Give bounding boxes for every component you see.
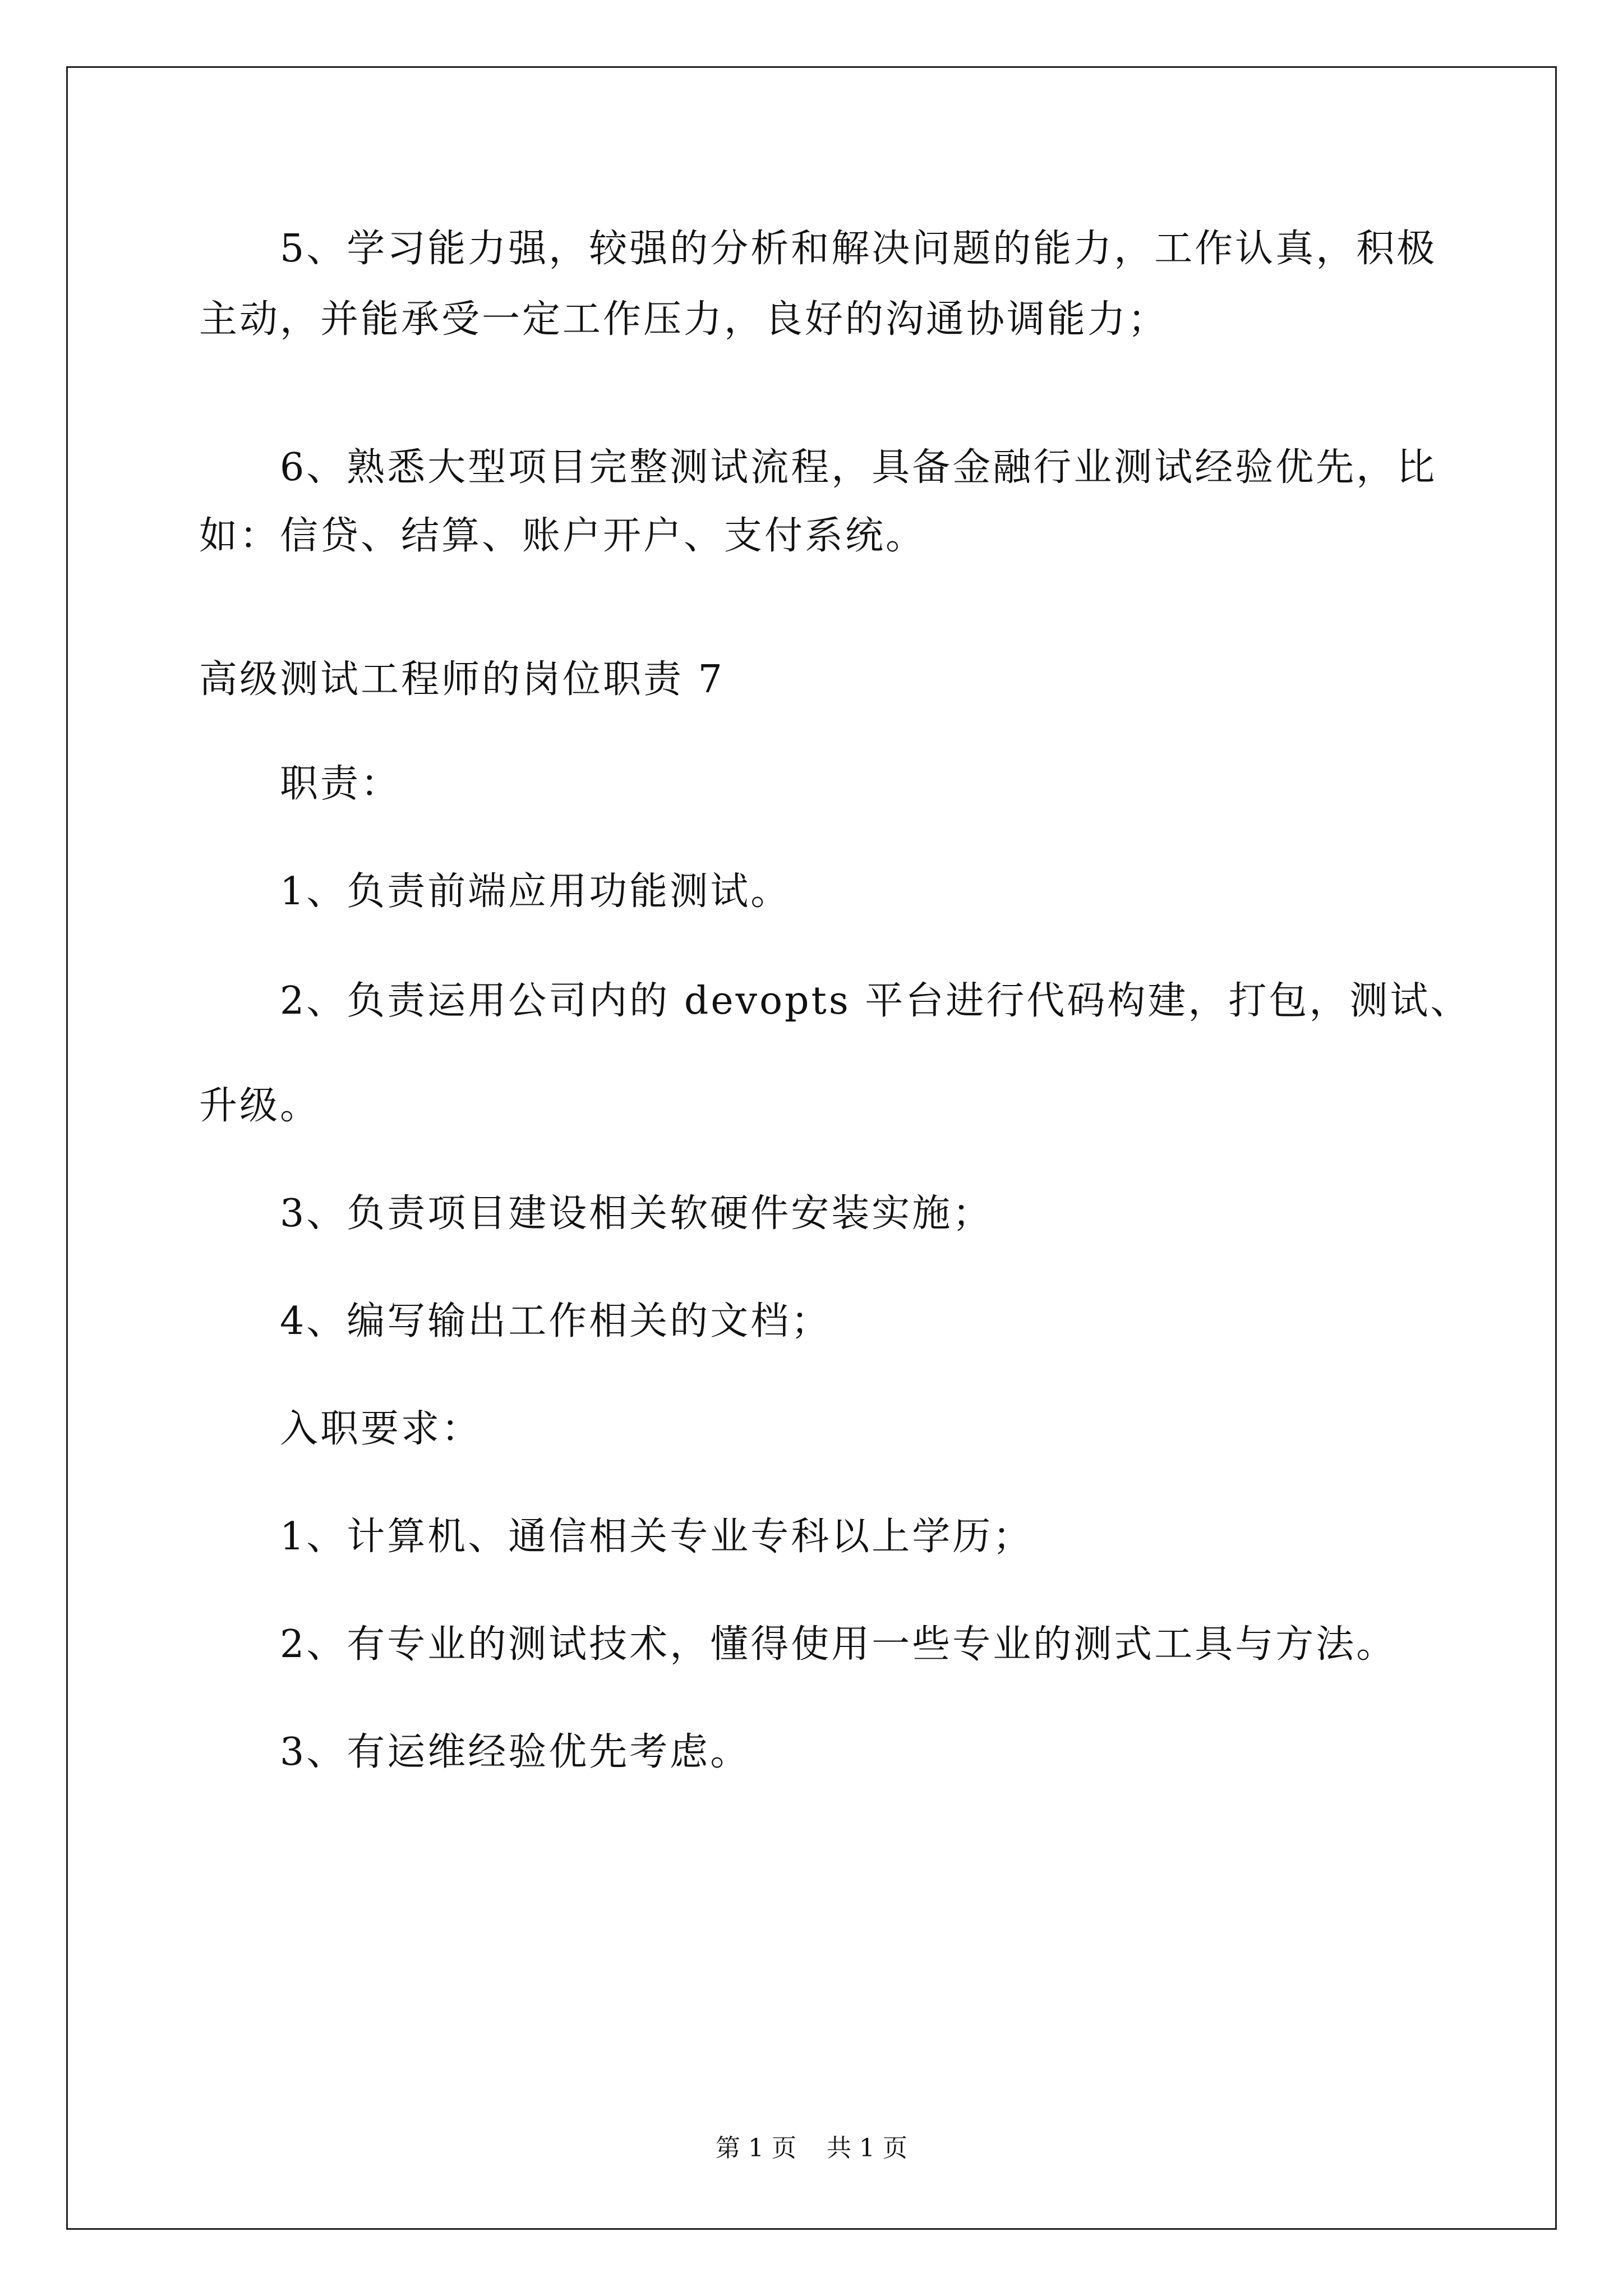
paragraph-line: 4、编写输出工作相关的文档； — [280, 1299, 832, 1343]
paragraph-line: 3、负责项目建设相关软硬件安装实施； — [280, 1191, 993, 1236]
paragraph-line: 6、熟悉大型项目完整测试流程，具备金融行业测试经验优先，比 — [280, 445, 1437, 490]
paragraph-line: 职责： — [280, 762, 402, 806]
paragraph-line: 2、有专业的测试技术，懂得使用一些专业的测式工具与方法。 — [280, 1622, 1397, 1667]
paragraph-line: 3、有运维经验优先考虑。 — [280, 1730, 751, 1774]
page-number-current: 第 1 页 — [716, 2134, 796, 2162]
section-heading: 高级测试工程师的岗位职责 7 — [199, 657, 725, 702]
paragraph-line: 2、负责运用公司内的 devopts 平台进行代码构建，打包，测试、 — [280, 979, 1471, 1023]
paragraph-line: 1、负责前端应用功能测试。 — [280, 869, 791, 914]
page-border — [66, 66, 1557, 2230]
paragraph-line: 如：信贷、结算、账户开户、支付系统。 — [199, 514, 926, 558]
paragraph-line: 主动，并能承受一定工作压力，良好的沟通协调能力； — [199, 297, 1169, 342]
paragraph-line: 5、学习能力强，较强的分析和解决问题的能力，工作认真，积极 — [280, 227, 1437, 271]
paragraph-line: 1、计算机、通信相关专业专科以上学历； — [280, 1515, 1034, 1559]
paragraph-line: 入职要求： — [280, 1407, 482, 1451]
page-number-total: 共 1 页 — [827, 2134, 907, 2162]
paragraph-line: 升级。 — [199, 1084, 321, 1128]
page-footer — [0, 2136, 1623, 2161]
